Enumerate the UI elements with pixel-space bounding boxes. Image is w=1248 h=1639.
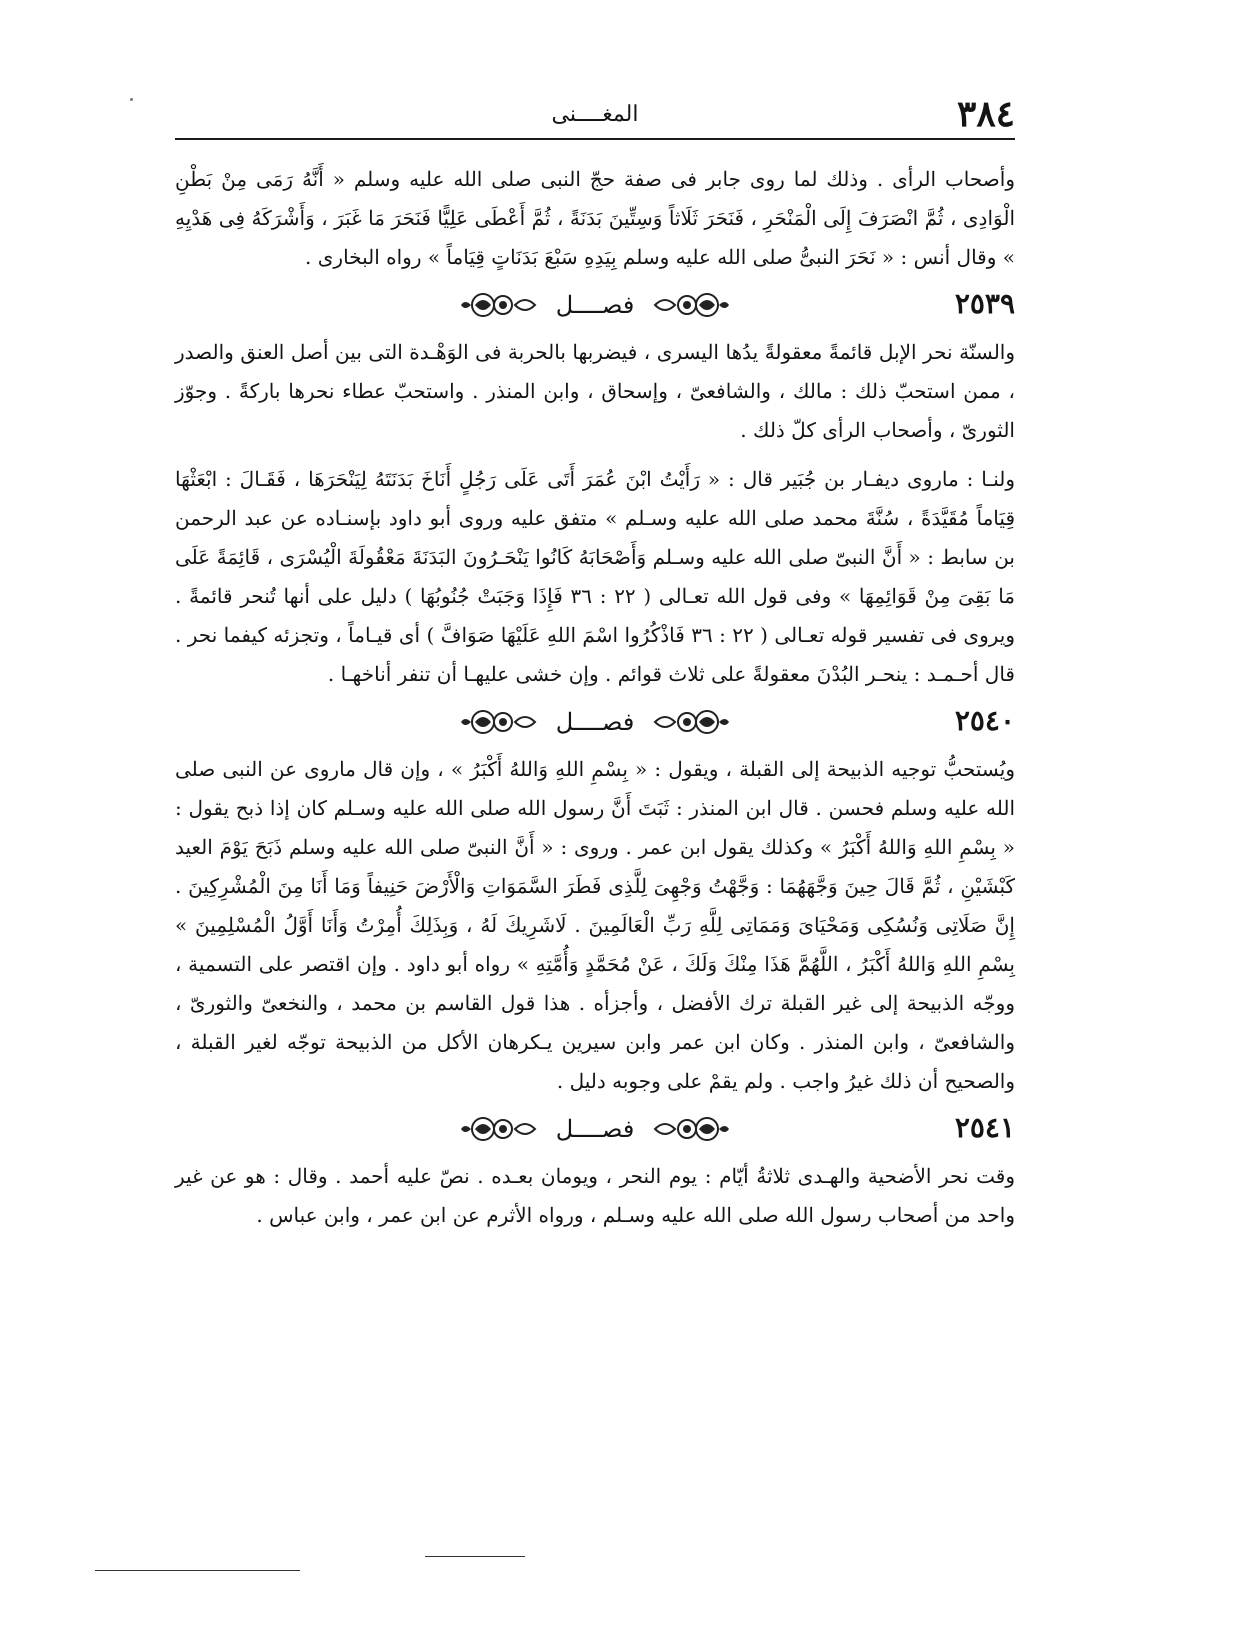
- page-body: [175, 160, 1015, 1235]
- paragraph: والسنّة نحر الإبل قائمةً معقولةً يدُها اليسرى ، فيضربها بالحربة فى الوَهْـدة التى بين أصل العنق والصدر ، ممن استحبّ ذلك : مالك ، والشافعىّ ، وإسحاق ، وابن المنذر . واستحبّ عطاء نحرها باركةً . وجوّز الثورىّ ، وأصحاب الرأى كلّ ذلك .: [175, 340, 1015, 442]
- scan-speck: [130, 98, 133, 101]
- paragraph: ويُستحبُّ توجيه الذبيحة إلى القبلة ، ويقول : « بِسْمِ اللهِ وَاللهُ أَكْبَرُ » ، وإن قال ماروى عن النبى صلى الله عليه وسلم فحسن . قال ابن المنذر : ثَبَتَ أَنَّ رسول الله صلى الله عليه وسـلم كان إذا ذبح يقول : « بِسْمِ اللهِ وَاللهُ أَكْبَرُ » وكذلك يقول ابن عمر . وروى : « أَنَّ النبىّ صلى الله عليه وسلم ذَبَحَ يَوْمَ العيد كَبْشَيْنِ ، ثُمَّ قَالَ حِينَ وَجَّهَهُمَا : وَجَّهْتُ وَجْهِىَ لِلَّذِى فَطَرَ السَّمَوَاتِ وَالْأَرْضَ حَنِيفاً وَمَا أَنَا مِنَ الْمُشْرِكِينَ . إِنَّ صَلَاتِى وَنُسُكِى وَمَحْيَاىَ وَمَمَاتِى لِلَّهِ رَبِّ الْعَالَمِينَ . لَاشَرِيكَ لَهُ ، وَبِذَلِكَ أُمِرْتُ وَأَنَا أَوَّلُ الْمُسْلِمِينَ » بِسْمِ اللهِ وَاللهُ أَكْبَرُ ، اللَّهُمَّ هَذَا مِنْكَ وَلَكَ ، عَنْ مُحَمَّدٍ وَأُمَّتِهِ » رواه أبو داود . وإن اقتصر على التسمية ، ووجّه الذبيحة إلى غير القبلة ترك الأفضل ، وأجزأه . هذا قول القاسم بن محمد ، والنخعىّ والثورىّ ، والشافعىّ ، وابن المنذر . وكان ابن عمر وابن سيرين يـكرهان الأكل من الذبيحة توجّه لغير القبلة ، والصحيح أن ذلك غيرُ واجب . ولم يقمْ على وجوبه دليل .: [175, 757, 1015, 1093]
- page-number: ٣٨٤: [956, 93, 1015, 135]
- ornament-right-icon: [653, 708, 731, 736]
- section-title: فصــــل: [555, 707, 635, 736]
- ornament-left-icon: [459, 708, 537, 736]
- section-2541: [175, 1105, 1015, 1235]
- section-title: فصــــل: [555, 290, 635, 319]
- section-heading: [175, 281, 1015, 329]
- section-number: ٢٥٤١: [954, 1111, 1015, 1144]
- section-title-row: [175, 698, 1015, 745]
- section-continuation: [175, 160, 1015, 277]
- ornament-right-icon: [653, 1115, 731, 1143]
- section-number: ٢٥٣٩: [954, 287, 1015, 320]
- section-heading: [175, 698, 1015, 746]
- running-title: المغــــنى: [551, 102, 639, 127]
- section-heading: [175, 1105, 1015, 1153]
- section-title-row: [175, 281, 1015, 328]
- paragraph: وقت نحر الأضحية والهـدى ثلاثةُ أيّام : يوم النحر ، ويومان بعـده . نصّ عليه أحمد . وقال : هو عن غير واحد من أصحاب رسول الله صلى الله عليه وسـلم ، ورواه الأثرم عن ابن عمر ، وابن عباس .: [175, 1164, 1015, 1227]
- header-rule: [175, 138, 1015, 140]
- paragraph: ولنـا : ماروى ديفـار بن جُبَير قال : « رَأَيْتُ ابْنَ عُمَرَ أَتَى عَلَى رَجُلٍ أَنَاخَ بَدَنَتَهُ لِيَنْحَرَهَا ، فَقَـالَ : ابْعَثْهَا قِيَاماً مُقَيَّدَةً ، سُنَّةَ محمد صلى الله عليه وسـلم » متفق عليه وروى أبو داود بإسنـاده عن عبد الرحمن بن سابط : « أَنَّ النبىّ صلى الله عليه وسـلم وَأَصْحَابَهُ كَانُوا يَنْحَـرُونَ البَدَنَةَ مَعْقُولَةَ الْيُسْرَى ، قَائِمَةً عَلَى مَا بَقِىَ مِنْ قَوَائِمِهَا » وفى قول الله تعـالى ( ٢٢ : ٣٦ فَإِذَا وَجَبَتْ جُنُوبُهَا ) دليل على أنها تُنحر قائمةً . ويروى فى تفسير قوله تعـالى ( ٢٢ : ٣٦ فَاذْكُرُوا اسْمَ اللهِ عَلَيْهَا صَوَافَّ ) أى قيـاماً ، وتجزئه كيفما نحر . قال أحـمـد : ينحـر البُدْنَ معقولةً على ثلاث قوائم . وإن خشى عليهـا أن تنفر أناخهـا .: [175, 467, 1015, 686]
- ornament-left-icon: [459, 291, 537, 319]
- section-2540: [175, 698, 1015, 1101]
- section-title: فصــــل: [555, 1114, 635, 1143]
- footer-rule: [95, 1570, 300, 1571]
- ornament-left-icon: [459, 1115, 537, 1143]
- section-2539: [175, 281, 1015, 694]
- page-header: [175, 88, 1015, 136]
- paragraph: وأصحاب الرأى . وذلك لما روى جابر فى صفة حجّ النبى صلى الله عليه وسلم « أَنَّهُ رَمَى مِنْ بَطْنِ الْوَادِى ، ثُمَّ انْصَرَفَ إِلَى الْمَنْحَرِ ، فَنَحَرَ ثَلَاثاً وَسِتِّينَ بَدَنَةً ، ثُمَّ أَعْطَى عَلِيًّا فَنَحَرَ مَا غَبَرَ ، وَأَشْرَكَهُ فِى هَدْيِهِ » وقال أنس : « نَحَرَ النبىُّ صلى الله عليه وسلم بِيَدِهِ سَبْعَ بَدَنَاتٍ قِيَاماً » رواه البخارى .: [175, 167, 1015, 269]
- section-number: ٢٥٤٠: [954, 704, 1015, 737]
- section-title-row: [175, 1105, 1015, 1152]
- ornament-right-icon: [653, 291, 731, 319]
- footer-rule: [425, 1556, 525, 1557]
